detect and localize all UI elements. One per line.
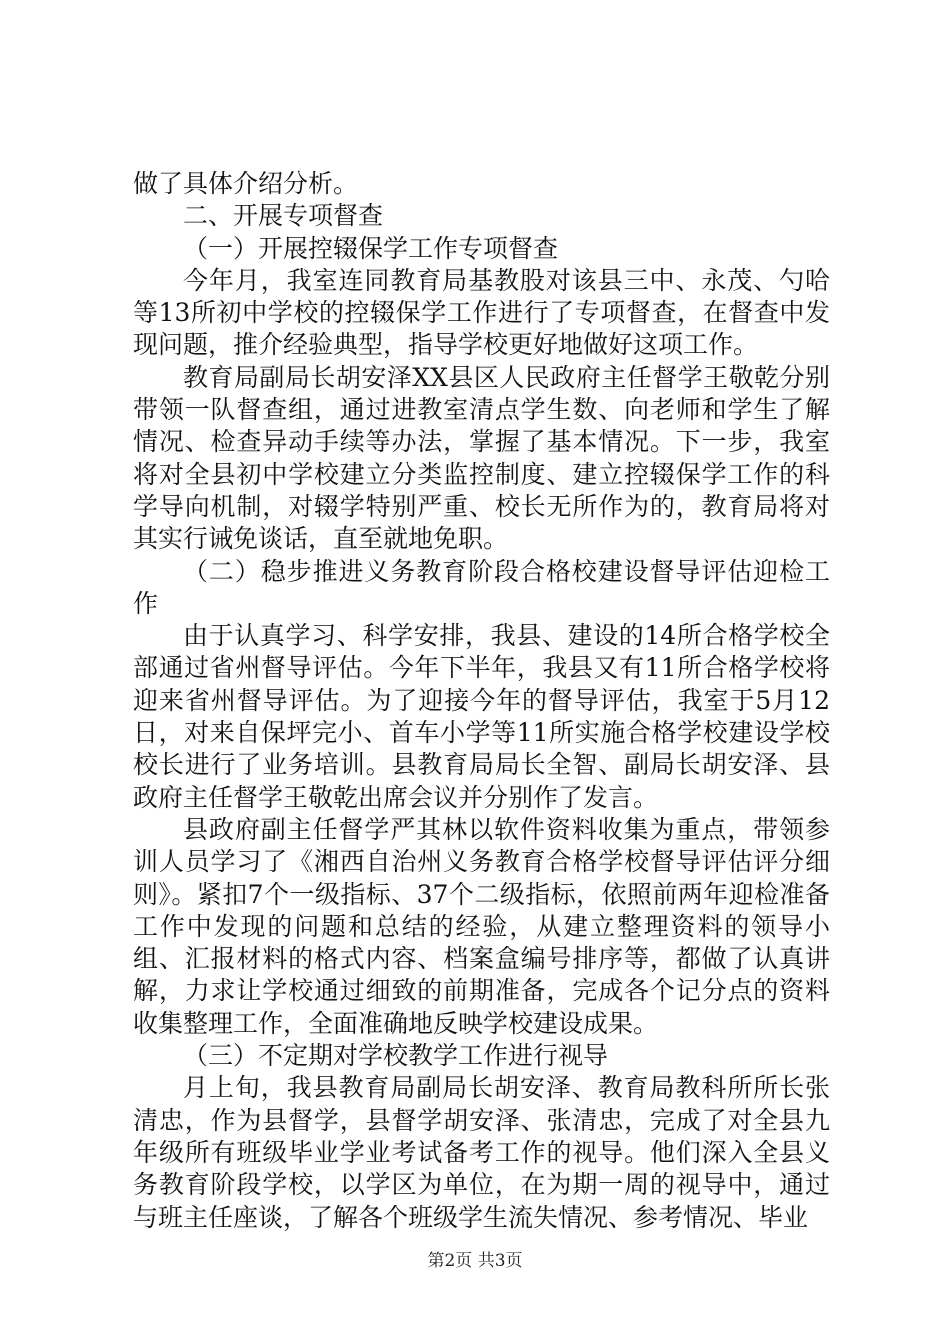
subsection-heading: （一）开展控辍保学工作专项督查 [183,233,559,263]
paragraph: 由于认真学习、科学安排，我县、建设的14所合格学校全部通过省州督导评估。今年下半年，我县又有11所合格学校将迎来省州督导评估。为了迎接今年的督导评估，我室于5月12日，对来自保坪完小、首车小学等11所实施合格学校建设学校校长进行了业务培训。县教育局局长全智、副局长胡安泽、县政府主任督学王敬乾出席会议并分别作了发言。 [133,621,830,812]
page-number: 第2页 共3页 [427,1251,523,1271]
subsection-heading: （三）不定期对学校教学工作进行视导 [183,1041,609,1071]
section-heading: 二、开展专项督查 [183,201,384,231]
paragraph: 县政府副主任督学严其林以软件资料收集为重点，带领参训人员学习了《湘西自治州义务教育合格学校督导评估评分细则》。紧扣7个一级指标、37个二级指标，依照前两年迎检准备工作中发现的问题和总结的经验，从建立整理资料的领导小组、汇报材料的格式内容、档案盒编号排序等，都做了认真讲解，力求让学校通过细致的前期准备，完成各个记分点的资料收集整理工作，全面准确地反映学校建设成果。 [133,814,830,1038]
paragraph: 今年月，我室连同教育局基教股对该县三中、永茂、勺哈等13所初中学校的控辍保学工作进行了专项督查，在督查中发现问题，推介经验典型，指导学校更好地做好这项工作。 [133,265,830,360]
document-body [133,168,830,1234]
paragraph: 月上旬，我县教育局副局长胡安泽、教育局教科所所长张清忠，作为县督学，县督学胡安泽、张清忠，完成了对全县九年级所有班级毕业学业考试备考工作的视导。他们深入全县义务教育阶段学校，以学区为单位，在为期一周的视导中，通过与班主任座谈，了解各个班级学生流失情况、参考情况、毕业 [133,1073,830,1232]
paragraph: 教育局副局长胡安泽XX县区人民政府主任督学王敬乾分别带领一队督查组，通过进教室清点学生数、向老师和学生了解情况、检查异动手续等办法，掌握了基本情况。下一步，我室将对全县初中学校建立分类监控制度、建立控辍保学工作的科学导向机制，对辍学特别严重、校长无所作为的，教育局将对其实行诫免谈话，直至就地免职。 [133,362,830,554]
subsection-heading: （二）稳步推进义务教育阶段合格校建设督导评估迎检工作 [133,556,830,618]
paragraph: 做了具体介绍分析。 [133,169,359,198]
